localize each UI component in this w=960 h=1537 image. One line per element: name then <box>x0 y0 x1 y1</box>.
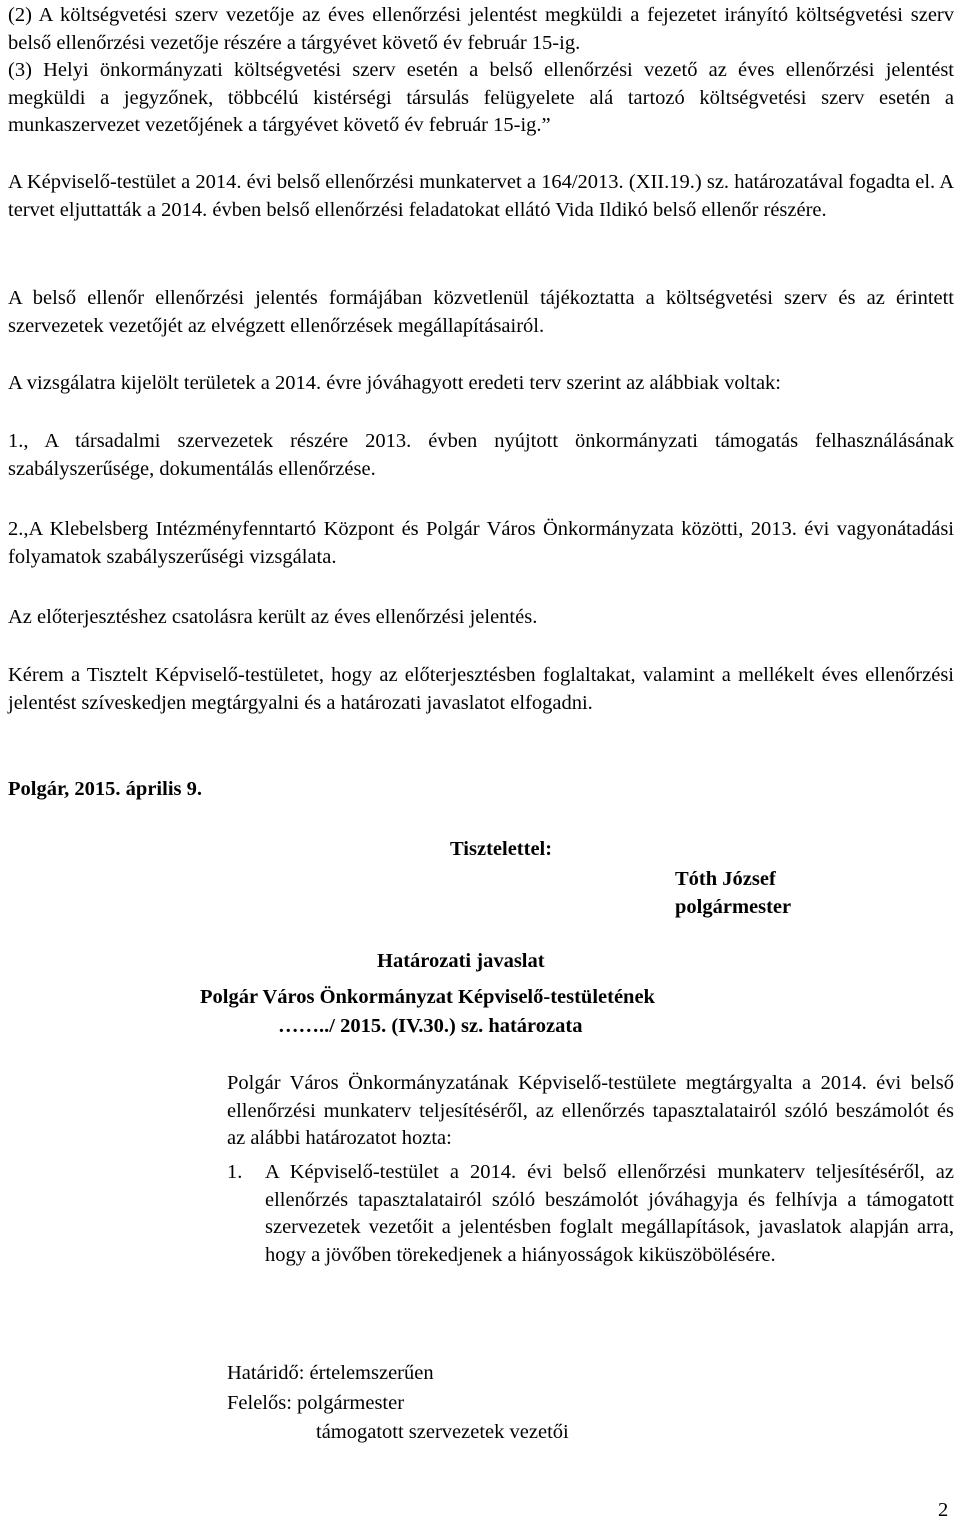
resolution-heading: Határozati javaslat <box>377 950 545 972</box>
resolution-number: ……../ 2015. (IV.30.) sz. határozata <box>278 1015 583 1037</box>
resolution-responsible-2: támogatott szervezetek vezetői <box>316 1421 569 1443</box>
signature-block <box>675 866 791 921</box>
date-line: Polgár, 2015. április 9. <box>8 778 202 800</box>
paragraph-workplan-adoption: A Képviselő-testület a 2014. évi belső ellenőrzési munkatervet a 164/2013. (XII.19.) sz. határozatával fogadta el. A tervet eljuttatták a 2014. évben belső ellenőrzési feladatokat ellátó Vida Ildikó belső ellenőr részére. <box>8 171 954 221</box>
signer-title: polgármester <box>675 895 792 918</box>
paragraph-auditor-report: A belső ellenőr ellenőrzési jelentés formájában közvetlenül tájékoztatta a költségvetési szerv és az érintett szervezetek vezetőjét az elvégzett ellenőrzések megállapításairól. <box>8 287 954 337</box>
signer-name: Tóth József <box>675 868 776 890</box>
resolution-item-text: A Képviselő-testület a 2014. évi belső ellenőrzési munkaterv teljesítéséről, az ellenőrzés tapasztalatairól szóló beszámolót jóváhagyja és felhívja a támogatott szervezetek vezetőit a jelentésben foglalt megállapítások, javaslatok alapján arra, hogy a jövőben törekedjenek a hiányosságok kiküszöbölésére. <box>265 1161 954 1266</box>
paragraph-audited-area-1: 1., A társadalmi szervezetek részére 2013. évben nyújtott önkormányzati támogatás felhasználásának szabályszerűsége, dokumentálás ellenőrzése. <box>8 430 954 480</box>
paragraph-subsection-3: (3) Helyi önkormányzati költségvetési szerv esetén a belső ellenőrzési vezető az éves ellenőrzési jelentést megküldi a jegyzőnek, többcélú kistérségi társulás felügyelete alá tartozó költségvetési szerv esetén a munkaszervezet vezetőjének a tárgyévet követő év február 15-ig.” <box>8 59 954 136</box>
signature-greeting: Tisztelettel: <box>450 838 553 860</box>
page-number: 2 <box>938 1499 949 1521</box>
resolution-item <box>227 1159 954 1269</box>
paragraph-audited-area-2: 2.,A Klebelsberg Intézményfenntartó Központ és Polgár Város Önkormányzata közötti, 2013. évi vagyonátadási folyamatok szabályszerűségi vizsgálata. <box>8 518 954 568</box>
paragraph-request: Kérem a Tisztelt Képviselő-testületet, hogy az előterjesztésben foglaltakat, valamint a mellékelt éves ellenőrzési jelentést szíveskedjen megtárgyalni és a határozati javaslatot elfogadni. <box>8 664 954 714</box>
resolution-issuer: Polgár Város Önkormányzat Képviselő-testületének <box>200 986 655 1008</box>
paragraph-attachment-note: Az előterjesztéshez csatolásra került az éves ellenőrzési jelentés. <box>8 606 538 628</box>
resolution-intro: Polgár Város Önkormányzatának Képviselő-testülete megtárgyalta a 2014. évi belső ellenőrzési munkaterv teljesítéséről, az ellenőrzés tapasztalatairól szóló beszámolót és az alábbi határozatot hozta: <box>227 1072 954 1149</box>
resolution-deadline: Határidő: értelemszerűen <box>227 1362 434 1384</box>
paragraph-subsection-2: (2) A költségvetési szerv vezetője az éves ellenőrzési jelentést megküldi a fejezetet irányító költségvetési szerv belső ellenőrzési vezetője részére a tárgyévet követő év február 15-ig. <box>8 4 954 54</box>
resolution-responsible: Felelős: polgármester <box>227 1392 405 1414</box>
resolution-item-number: 1. <box>227 1161 243 1183</box>
paragraph-audited-areas-intro: A vizsgálatra kijelölt területek a 2014. évre jóváhagyott eredeti terv szerint az alábbiak voltak: <box>8 372 782 394</box>
